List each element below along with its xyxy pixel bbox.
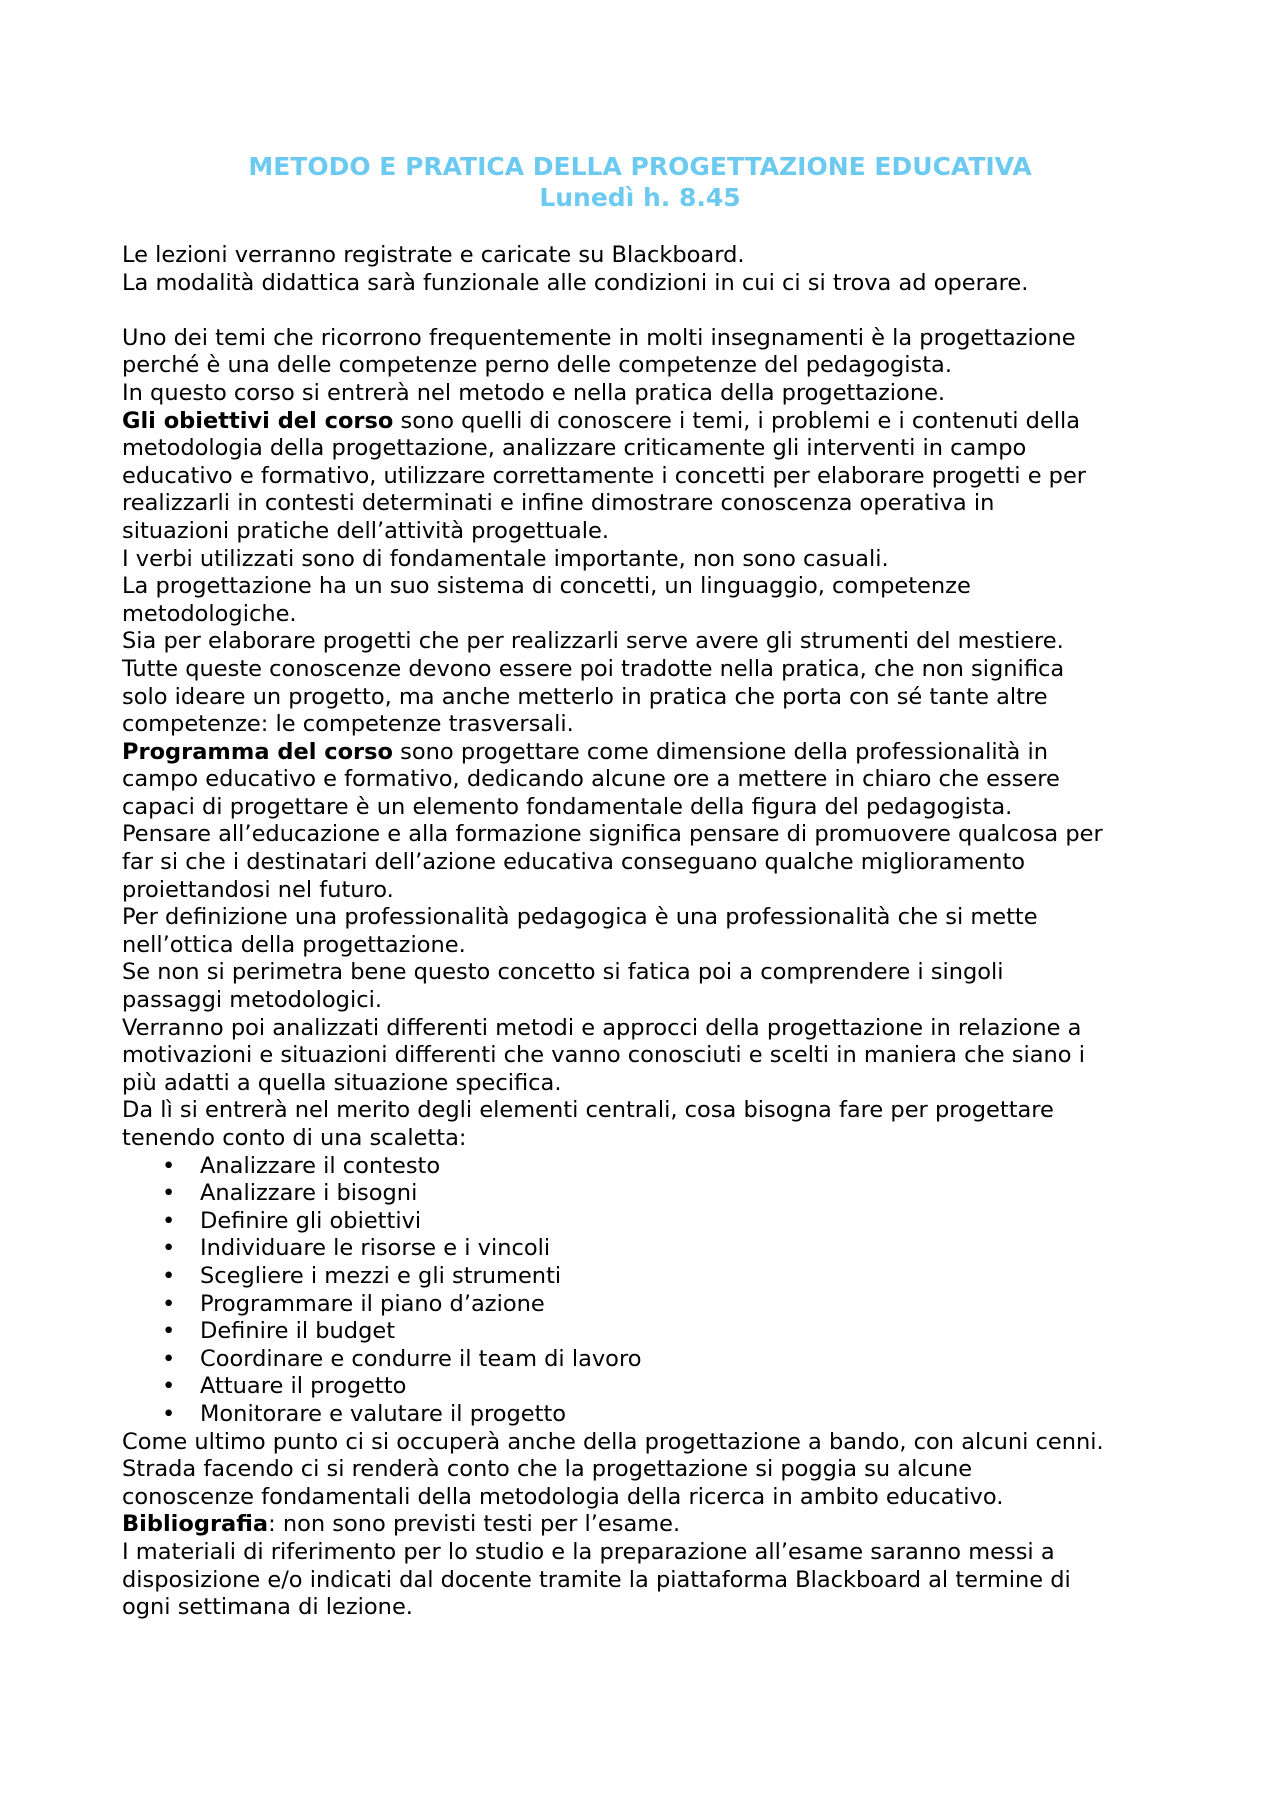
text-line: Sia per elaborare progetti che per realizzarli serve avere gli strumenti del mestiere. xyxy=(122,628,1064,655)
list-item-label: Individuare le risorse e i vincoli xyxy=(200,1235,551,1262)
list-item-label: Analizzare i bisogni xyxy=(200,1180,418,1207)
list-item-label: Analizzare il contesto xyxy=(200,1152,441,1179)
bullet-icon: • xyxy=(162,1262,176,1289)
list-item-label: Coordinare e condurre il team di lavoro xyxy=(200,1345,642,1372)
text-line: La progettazione ha un suo sistema di concetti, un linguaggio, competenze xyxy=(122,573,971,600)
objectives-line xyxy=(122,408,1182,436)
text-line: motivazioni e situazioni differenti che vanno conosciuti e scelti in maniera che siano i xyxy=(122,1042,1085,1069)
text-line: situazioni pratiche dell’attività progettuale. xyxy=(122,517,610,544)
text-line: Da lì si entrerà nel merito degli elementi centrali, cosa bisogna fare per progettare xyxy=(122,1097,1054,1124)
text-line: conoscenze fondamentali della metodologia della ricerca in ambito educativo. xyxy=(122,1483,1004,1510)
list-item xyxy=(122,1208,1182,1236)
text-line: Strada facendo ci si renderà conto che la progettazione si poggia su alcune xyxy=(122,1456,973,1483)
text-line: solo ideare un progetto, ma anche metterlo in pratica che porta con sé tante altre xyxy=(122,683,1048,710)
bullet-icon: • xyxy=(162,1400,176,1427)
text-line: metodologia della progettazione, analizzare criticamente gli interventi in campo xyxy=(122,435,1027,462)
list-item-label: Definire gli obiettivi xyxy=(200,1207,422,1234)
list-item xyxy=(122,1180,1182,1208)
text-line: competenze: le competenze trasversali. xyxy=(122,711,574,738)
bibliography-line xyxy=(122,1511,1182,1539)
list-item xyxy=(122,1291,1182,1319)
bullet-icon: • xyxy=(162,1235,176,1262)
bullet-icon: • xyxy=(162,1290,176,1317)
text-line: realizzarli in contesti determinati e infine dimostrare conoscenza operativa in xyxy=(122,490,995,517)
list-item xyxy=(122,1235,1182,1263)
text-line: metodologiche. xyxy=(122,600,297,627)
text-line: Per definizione una professionalità pedagogica è una professionalità che si mette xyxy=(122,904,1038,931)
text-line: educativo e formativo, utilizzare correttamente i concetti per elaborare progetti e per xyxy=(122,462,1087,489)
document-body xyxy=(122,242,1182,1622)
text-line: Se non si perimetra bene questo concetto si fatica poi a comprendere i singoli xyxy=(122,959,1004,986)
bullet-icon: • xyxy=(162,1373,176,1400)
bullet-icon: • xyxy=(162,1152,176,1179)
bullet-icon: • xyxy=(162,1180,176,1207)
list-item xyxy=(122,1346,1182,1374)
list-item-label: Monitorare e valutare il progetto xyxy=(200,1400,567,1427)
text-line: nell’ottica della progettazione. xyxy=(122,931,466,958)
text-line: In questo corso si entrerà nel metodo e nella pratica della progettazione. xyxy=(122,379,946,406)
text-line: Uno dei temi che ricorrono frequentemente in molti insegnamenti è la progettazione xyxy=(122,324,1076,351)
list-item-label: Attuare il progetto xyxy=(200,1373,407,1400)
text-line: Pensare all’educazione e alla formazione significa pensare di promuovere qualcosa per xyxy=(122,821,1103,848)
text-line: Come ultimo punto ci si occuperà anche della progettazione a bando, con alcuni cenni. xyxy=(122,1428,1104,1455)
steps-bullet-list xyxy=(122,1153,1182,1429)
list-item xyxy=(122,1263,1182,1291)
text-line: campo educativo e formativo, dedicando alcune ore a mettere in chiaro che essere xyxy=(122,766,1060,793)
text-line: capaci di progettare è un elemento fondamentale della figura del pedagogista. xyxy=(122,793,1013,820)
text-line: Le lezioni verranno registrate e caricate su Blackboard. xyxy=(122,242,745,268)
text-line: proiettandosi nel futuro. xyxy=(122,876,394,903)
bullet-icon: • xyxy=(162,1207,176,1234)
text-line: tenendo conto di una scaletta: xyxy=(122,1125,467,1151)
text-line: I verbi utilizzati sono di fondamentale importante, non sono casuali. xyxy=(122,545,889,572)
bullet-icon: • xyxy=(162,1318,176,1345)
bullet-icon: • xyxy=(162,1345,176,1372)
text-line: I materiali di riferimento per lo studio e la preparazione all’esame saranno messi a xyxy=(122,1538,1055,1565)
list-item-label: Definire il budget xyxy=(200,1318,396,1345)
text-run: sono quelli di conoscere i temi, i problemi e i contenuti della xyxy=(393,407,1081,434)
document-subtitle-schedule: Lunedì h. 8.45 xyxy=(539,183,741,212)
text-line: più adatti a quella situazione specifica. xyxy=(122,1069,562,1096)
text-line: far si che i destinatari dell’azione educativa conseguano qualche miglioramento xyxy=(122,849,1026,876)
blank-line xyxy=(122,297,1182,325)
objectives-heading: Gli obiettivi del corso xyxy=(122,407,394,434)
text-line: La modalità didattica sarà funzionale alle condizioni in cui ci si trova ad operare. xyxy=(122,269,1029,296)
text-line: Tutte queste conoscenze devono essere poi tradotte nella pratica, che non significa xyxy=(122,655,1065,682)
text-line: perché è una delle competenze perno delle competenze del pedagogista. xyxy=(122,352,952,379)
bibliography-heading: Bibliografia xyxy=(122,1511,269,1538)
document-title: METODO E PRATICA DELLA PROGETTAZIONE EDUCATIVA xyxy=(248,152,1032,181)
text-run: sono progettare come dimensione della professionalità in xyxy=(393,738,1048,765)
list-item xyxy=(122,1153,1182,1181)
text-line: disposizione e/o indicati dal docente tramite la piattaforma Blackboard al termine di xyxy=(122,1566,1071,1593)
list-item xyxy=(122,1318,1182,1346)
program-line xyxy=(122,739,1182,767)
text-line: Verranno poi analizzati differenti metodi e approcci della progettazione in relazione a xyxy=(122,1014,1082,1041)
text-line: ogni settimana di lezione. xyxy=(122,1594,413,1621)
list-item xyxy=(122,1373,1182,1401)
text-run: : non sono previsti testi per l’esame. xyxy=(268,1511,681,1538)
list-item-label: Scegliere i mezzi e gli strumenti xyxy=(200,1262,562,1289)
list-item-label: Programmare il piano d’azione xyxy=(200,1290,545,1317)
list-item xyxy=(122,1401,1182,1429)
text-line: passaggi metodologici. xyxy=(122,987,382,1014)
program-heading: Programma del corso xyxy=(122,738,393,765)
